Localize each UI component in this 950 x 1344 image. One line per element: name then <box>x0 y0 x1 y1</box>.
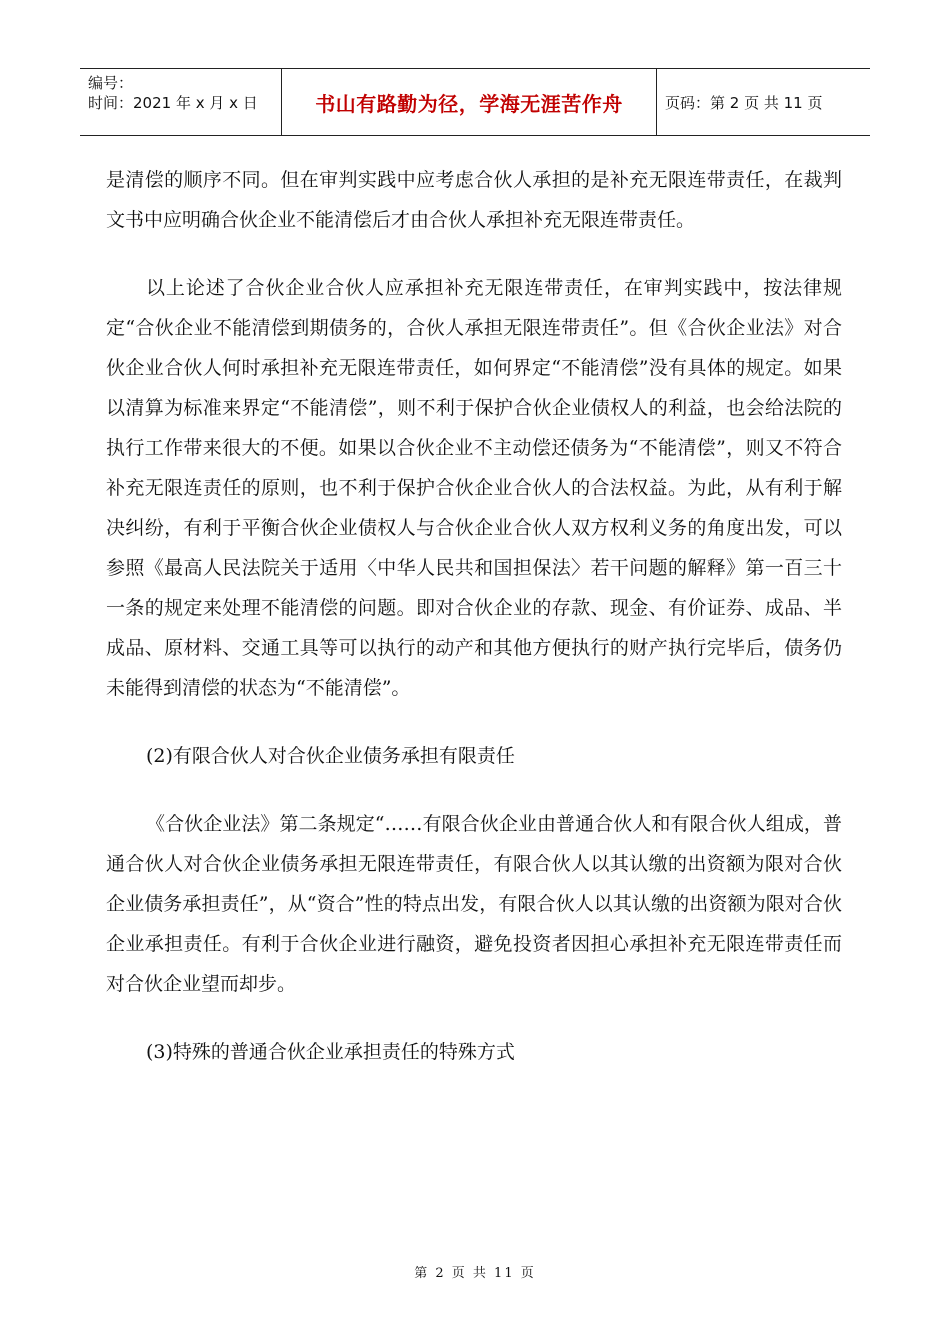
header-motto-cell <box>282 69 657 135</box>
page-header <box>80 68 870 136</box>
paragraph: 以上论述了合伙企业合伙人应承担补充无限连带责任，在审判实践中，按法律规定“合伙企业不能清偿到期债务的，合伙人承担无限连带责任”。但《合伙企业法》对合伙企业合伙人何时承担补充无限连带责任，如何界定“不能清偿”没有具体的规定。如果以清算为标准来界定“不能清偿”，则不利于保护合伙企业债权人的利益，也会给法院的执行工作带来很大的不便。如果以合伙企业不主动偿还债务为“不能清偿”，则又不符合补充无限连责任的原则，也不利于保护合伙企业合伙人的合法权益。为此，从有利于解决纠纷，有利于平衡合伙企业债权人与合伙企业合伙人双方权利义务的角度出发，可以参照《最高人民法院关于适用〈中华人民共和国担保法〉若干问题的解释》第一百三十一条的规定来处理不能清偿的问题。即对合伙企业的存款、现金、有价证券、成品、半成品、原材料、交通工具等可以执行的动产和其他方便执行的财产执行完毕后，债务仍未能得到清偿的状态为“不能清偿”。 <box>106 277 842 699</box>
header-page-number: 页码：第 2 页 共 11 页 <box>665 93 823 112</box>
paragraph: 《合伙企业法》第二条规定“……有限合伙企业由普通合伙人和有限合伙人组成，普通合伙人对合伙企业债务承担无限连带责任，有限合伙人以其认缴的出资额为限对合伙企业债务承担责任”，从“资合”性的特点出发，有限合伙人以其认缴的出资额为限对合伙企业承担责任。有利于合伙企业进行融资，避免投资者因担心承担补充无限连带责任而对合伙企业望而却步。 <box>106 813 842 995</box>
page-footer: 第 2 页 共 11 页 <box>414 1266 536 1281</box>
document-body <box>106 160 842 1072</box>
header-meta <box>80 69 282 135</box>
section-heading: (3)特殊的普通合伙企业承担责任的特殊方式 <box>146 1041 515 1063</box>
paragraph-continued: 是清偿的顺序不同。但在审判实践中应考虑合伙人承担的是补充无限连带责任，在裁判文书中应明确合伙企业不能清偿后才由合伙人承担补充无限连带责任。 <box>106 169 842 231</box>
document-date: 时间：2021 年 x 月 x 日 <box>88 94 258 112</box>
section-heading: (2)有限合伙人对合伙企业债务承担有限责任 <box>146 745 515 767</box>
header-motto: 书山有路勤为径，学海无涯苦作舟 <box>315 91 623 116</box>
document-number-label: 编号： <box>88 74 134 92</box>
